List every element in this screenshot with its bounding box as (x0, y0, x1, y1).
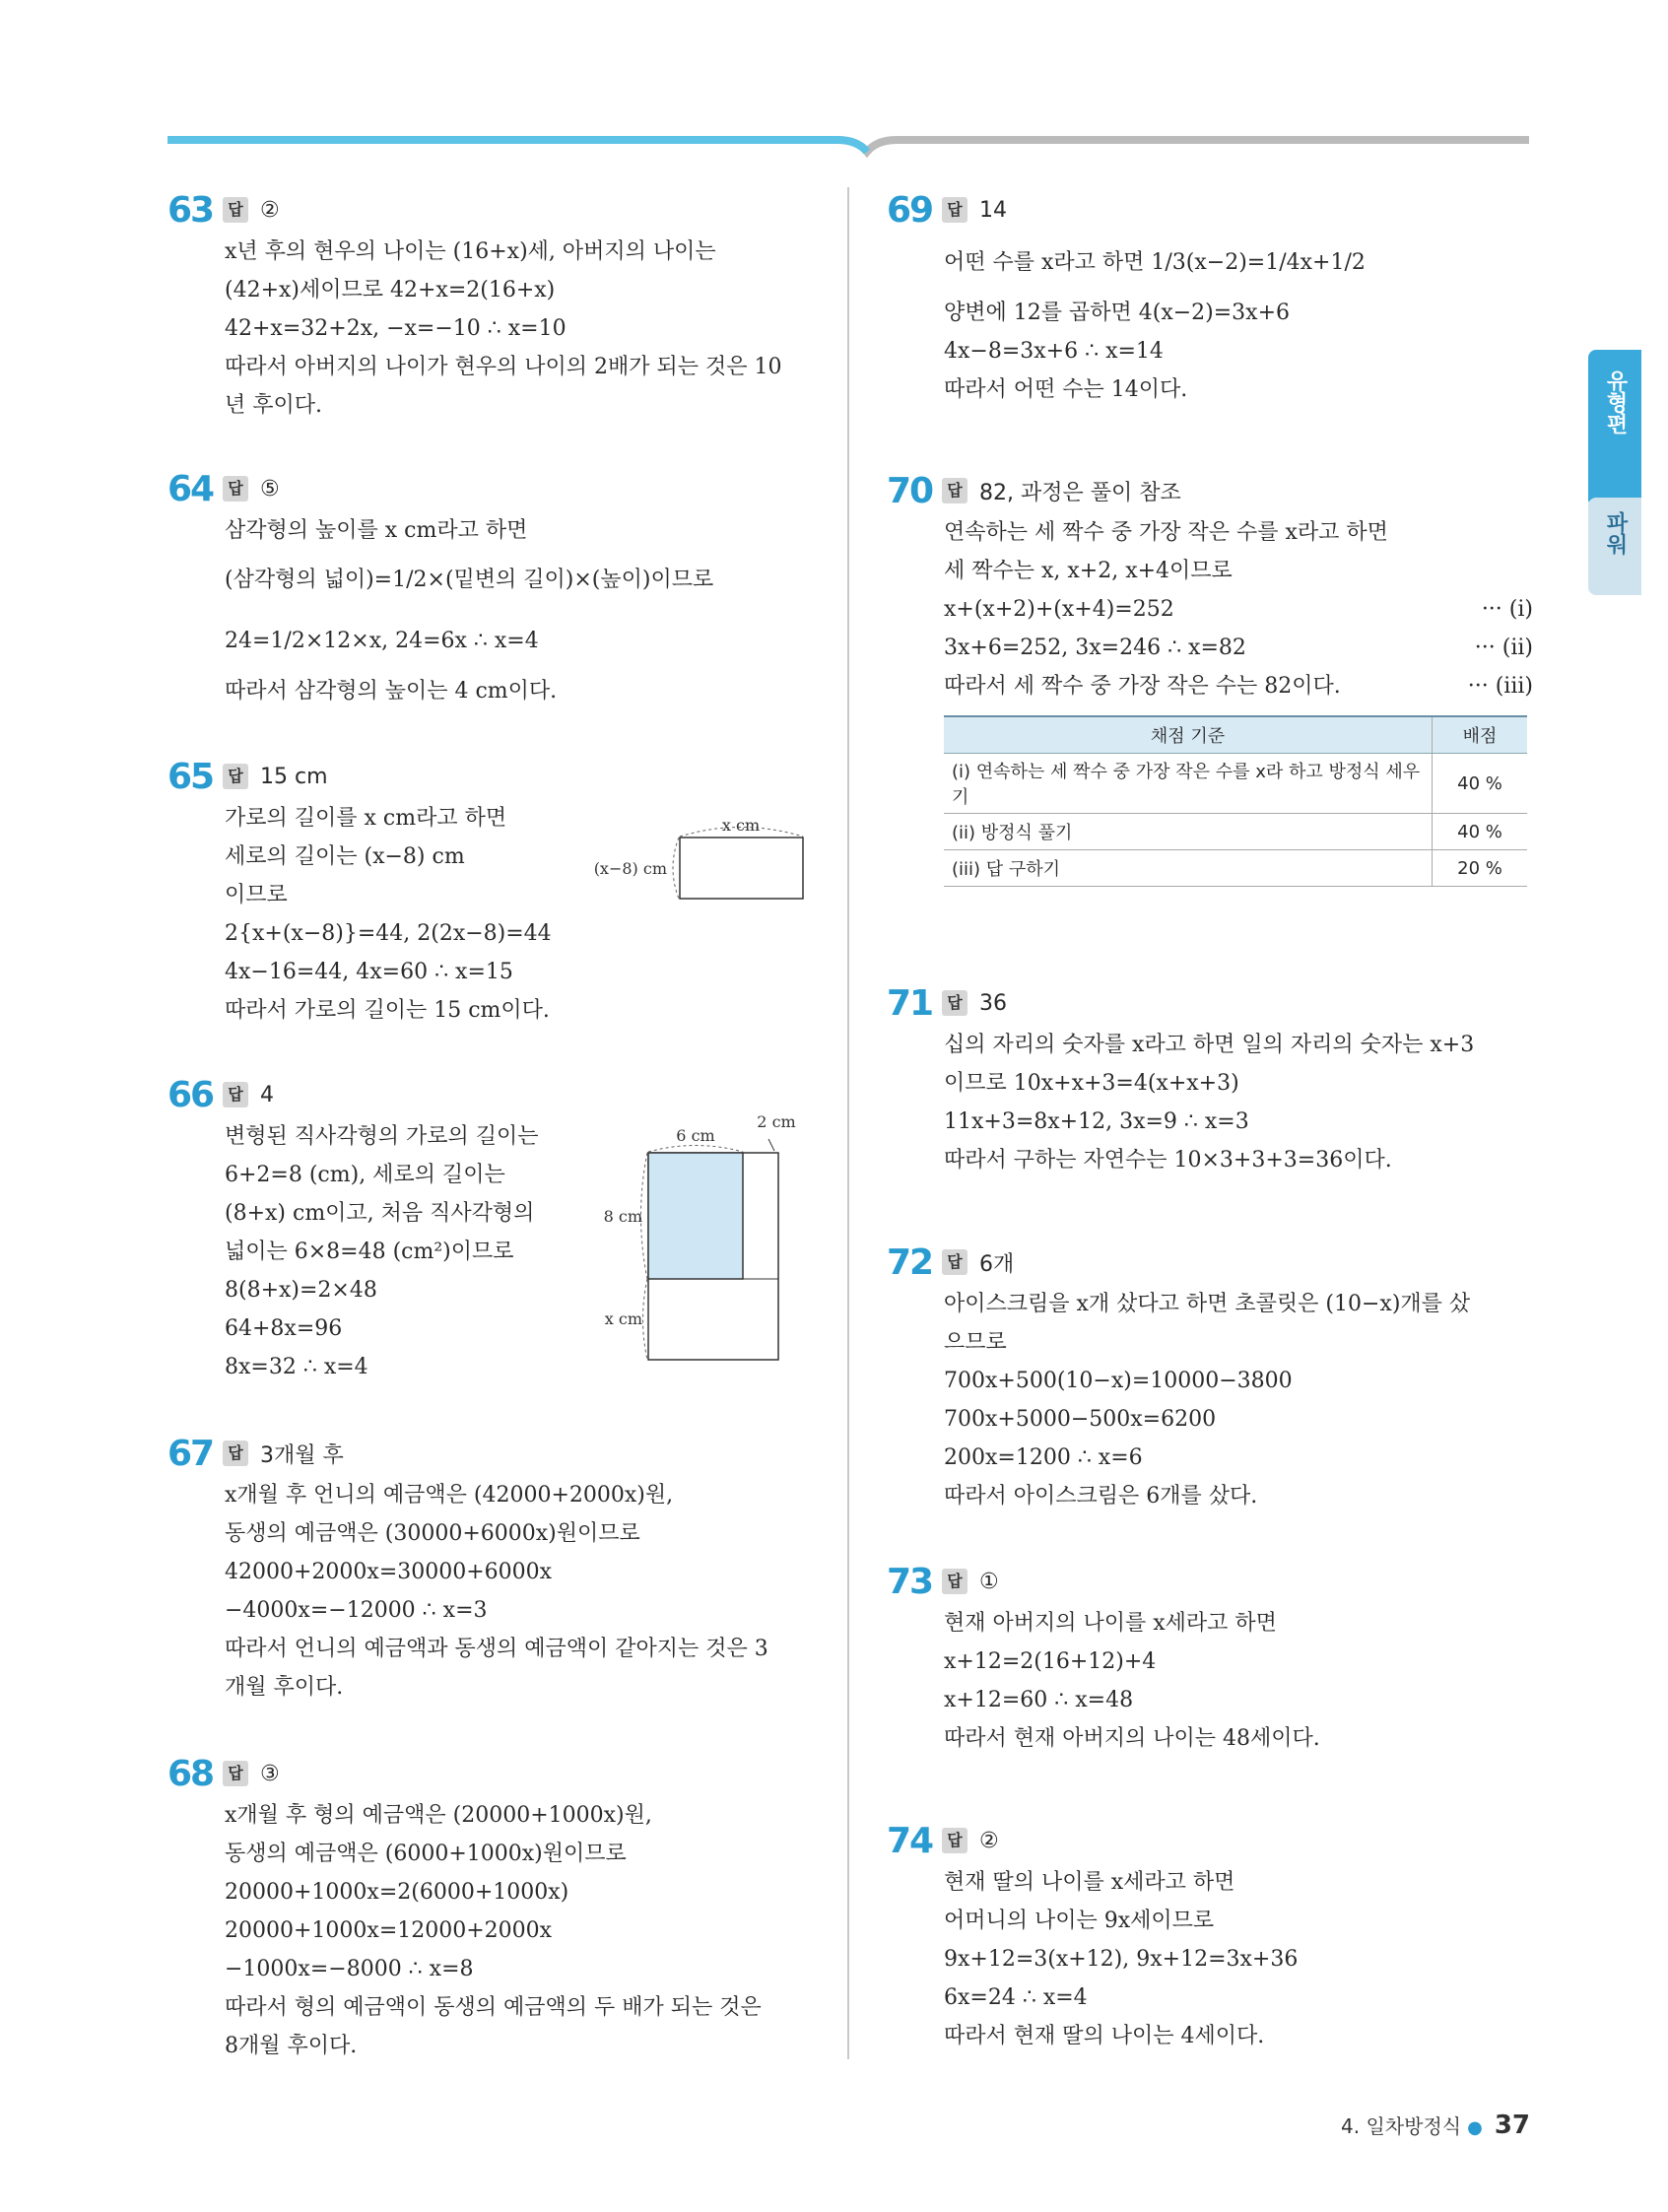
solution-line: 24=1/2×12×x, 24=6x ∴ x=4 (225, 629, 539, 653)
solution-line: x+12=60 ∴ x=48 (944, 1688, 1134, 1712)
problem-72 (887, 1240, 1537, 1515)
solution-line: 년 후이다. (225, 393, 322, 418)
solution-line: 8x=32 ∴ x=4 (225, 1355, 368, 1379)
original-rectangle (648, 1153, 743, 1279)
problem-number: 69 (887, 189, 933, 231)
answer: ⑤ (260, 476, 280, 502)
solution-line: x+12=2(16+12)+4 (944, 1649, 1157, 1674)
table-header: 배점 (1433, 716, 1528, 754)
answer-label: 답 (223, 197, 248, 223)
solution-line: 현재 아버지의 나이를 x세라고 하면 (944, 1611, 1277, 1636)
page-footer (1341, 2111, 1530, 2140)
problem-number: 73 (887, 1561, 933, 1602)
answer-label: 답 (942, 1569, 967, 1594)
step-mark: ··· (iii) (1467, 674, 1533, 699)
solution-line: x개월 후 언니의 예금액은 (42000+2000x)원, (225, 1483, 674, 1508)
rectangle-shape (680, 838, 803, 899)
solution-line: −1000x=−8000 ∴ x=8 (225, 1957, 474, 1981)
added-width-label: 2 cm (757, 1112, 796, 1131)
answer: 82, 과정은 풀이 참조 (979, 480, 1181, 505)
problem-73 (887, 1559, 1537, 1758)
step-mark: ··· (i) (1481, 597, 1533, 622)
solution-line: 따라서 구하는 자연수는 10×3+3+3=36이다. (944, 1148, 1392, 1173)
answer: ① (979, 1569, 999, 1594)
solution-line: 따라서 형의 예금액이 동생의 예금액의 두 배가 되는 것은 (225, 1995, 762, 2020)
solution-line: 700x+500(10−x)=10000−3800 (944, 1369, 1293, 1393)
solution-line: −4000x=−12000 ∴ x=3 (225, 1598, 488, 1623)
answer-label: 답 (223, 476, 248, 502)
solution-line: 따라서 아이스크림은 6개를 샀다. (944, 1484, 1258, 1508)
answer-label: 답 (942, 197, 967, 223)
answer: 14 (979, 197, 1007, 223)
height-label: (x−8) cm (593, 859, 667, 878)
side-tab-label: 유형편 (1603, 369, 1628, 435)
solution-line: 삼각형의 높이를 x cm라고 하면 (225, 518, 528, 543)
solution-line: 세로의 길이는 (x−8) cm (225, 844, 465, 869)
solution-line: (42+x)세이므로 42+x=2(16+x) (225, 278, 556, 302)
problem-68 (167, 1751, 818, 2065)
solution-line: 아이스크림을 x개 샀다고 하면 초콜릿은 (10−x)개를 샀 (944, 1292, 1471, 1316)
step-mark: ··· (ii) (1474, 636, 1533, 660)
answer-label: 답 (223, 1441, 248, 1466)
problem-63 (167, 187, 818, 425)
problem-71 (887, 980, 1537, 1179)
answer: 4 (260, 1082, 274, 1107)
solution-line: 따라서 현재 아버지의 나이는 48세이다. (944, 1726, 1320, 1751)
chapter-title: 4. 일차방정식 (1341, 2114, 1462, 2138)
solution-line: 십의 자리의 숫자를 x라고 하면 일의 자리의 숫자는 x+3 (944, 1033, 1475, 1057)
solution-line: 6+2=8 (cm), 세로의 길이는 (225, 1163, 505, 1187)
solution-line: 3x+6=252, 3x=246 ∴ x=82 (944, 636, 1246, 660)
solution-line: 따라서 언니의 예금액과 동생의 예금액이 같아지는 것은 3 (225, 1637, 768, 1661)
answer-label: 답 (223, 764, 248, 789)
column-divider (847, 187, 849, 2059)
top-header-bar (167, 136, 1529, 154)
problem-number: 74 (887, 1820, 933, 1861)
width-label: x cm (721, 816, 761, 835)
solution-line: 따라서 삼각형의 높이는 4 cm이다. (225, 679, 558, 704)
problem-number: 65 (167, 756, 214, 797)
solution-line: 개월 후이다. (225, 1675, 344, 1700)
answer-label: 답 (942, 1249, 967, 1275)
solution-line: 어떤 수를 x라고 하면 1/3(x−2)=1/4x+1/2 (944, 250, 1366, 275)
problem-number: 67 (167, 1433, 214, 1474)
solution-line: 2{x+(x−8)}=44, 2(2x−8)=44 (225, 921, 552, 946)
solution-line: 700x+5000−500x=6200 (944, 1407, 1217, 1432)
height-label: 8 cm (603, 1207, 642, 1226)
answer-label: 답 (223, 1082, 248, 1107)
rectangle-figure (576, 813, 818, 911)
problem-66 (167, 1072, 818, 1386)
solution-line: 이므로 (225, 883, 288, 907)
bullet-icon: ● (1467, 2117, 1483, 2138)
answer: ② (979, 1828, 999, 1853)
solution-line: 4x−16=44, 4x=60 ∴ x=15 (225, 960, 513, 984)
solution-line: 8(8+x)=2×48 (225, 1278, 377, 1303)
solution-line: 으므로 (944, 1330, 1007, 1355)
answer-label: 답 (942, 1828, 967, 1853)
solution-line: 42+x=32+2x, −x=−10 ∴ x=10 (225, 316, 567, 341)
answer: ③ (260, 1761, 280, 1786)
problem-64 (167, 466, 818, 710)
answer: 15 cm (260, 764, 328, 789)
answer-label: 답 (942, 478, 967, 503)
solution-line: 양변에 12를 곱하면 4(x−2)=3x+6 (944, 301, 1291, 325)
answer: 3개월 후 (260, 1442, 344, 1468)
solution-line: 넓이는 6×8=48 (cm²)이므로 (225, 1240, 514, 1264)
page-number: 37 (1494, 2111, 1530, 2140)
answer-label: 답 (223, 1761, 248, 1786)
solution-line: 20000+1000x=12000+2000x (225, 1918, 553, 1943)
solution-line: (삼각형의 넓이)=1/2×(밑변의 길이)×(높이)이므로 (225, 568, 714, 592)
answer: 6개 (979, 1251, 1015, 1277)
side-tab-label: 파워 (1603, 511, 1628, 555)
problem-70 (887, 468, 1537, 887)
problem-69 (887, 187, 1537, 409)
solution-line: 세 짝수는 x, x+2, x+4이므로 (944, 559, 1233, 583)
solution-line: x개월 후 형의 예금액은 (20000+1000x)원, (225, 1803, 652, 1828)
table-row: (ii) 방정식 풀기 40 % (944, 814, 1527, 850)
table-row: (iii) 답 구하기 20 % (944, 850, 1527, 887)
solution-line: 따라서 어떤 수는 14이다. (944, 377, 1188, 402)
problem-67 (167, 1431, 818, 1707)
problem-74 (887, 1818, 1537, 2055)
x-label: x cm (604, 1309, 642, 1328)
solution-line: 따라서 현재 딸의 나이는 4세이다. (944, 2024, 1265, 2048)
solution-line: 따라서 아버지의 나이가 현우의 나이의 2배가 되는 것은 10 (225, 355, 782, 379)
problem-number: 71 (887, 982, 933, 1024)
table-row: (i) 연속하는 세 짝수 중 가장 작은 수를 x라 하고 방정식 세우기 40 % (944, 754, 1527, 814)
solution-line: 변형된 직사각형의 가로의 길이는 (225, 1124, 539, 1149)
solution-line: 연속하는 세 짝수 중 가장 작은 수를 x라고 하면 (944, 520, 1388, 545)
solution-line: 8개월 후이다. (225, 2034, 358, 2058)
solution-line: 9x+12=3(x+12), 9x+12=3x+36 (944, 1947, 1299, 1972)
rectangle-area-figure (603, 1111, 818, 1348)
solution-line: 20000+1000x=2(6000+1000x) (225, 1880, 569, 1905)
solution-line: 11x+3=8x+12, 3x=9 ∴ x=3 (944, 1109, 1249, 1134)
solution-line: 가로의 길이를 x cm라고 하면 (225, 806, 507, 831)
solution-line: 어머니의 나이는 9x세이므로 (944, 1909, 1215, 1933)
table-header: 채점 기준 (944, 716, 1433, 754)
problem-65 (167, 754, 818, 1030)
width-label: 6 cm (676, 1126, 715, 1145)
solution-line: 따라서 세 짝수 중 가장 작은 수는 82이다. (944, 674, 1341, 699)
problem-number: 66 (167, 1074, 214, 1115)
solution-line: 동생의 예금액은 (6000+1000x)원이므로 (225, 1842, 627, 1866)
solution-line: 이므로 10x+x+3=4(x+x+3) (944, 1071, 1239, 1096)
solution-line: 현재 딸의 나이를 x세라고 하면 (944, 1870, 1235, 1895)
problem-number: 64 (167, 468, 214, 509)
solution-line: 4x−8=3x+6 ∴ x=14 (944, 339, 1164, 364)
answer-label: 답 (942, 990, 967, 1016)
solution-line: 42000+2000x=30000+6000x (225, 1560, 553, 1584)
side-tab-type[interactable] (1588, 350, 1641, 507)
problem-number: 72 (887, 1241, 933, 1283)
solution-line: 200x=1200 ∴ x=6 (944, 1445, 1143, 1470)
scoring-table (944, 715, 1527, 887)
solution-line: 64+8x=96 (225, 1316, 343, 1341)
problem-number: 63 (167, 189, 214, 231)
problem-number: 70 (887, 470, 933, 511)
solution-line: 따라서 가로의 길이는 15 cm이다. (225, 998, 550, 1023)
answer: ② (260, 197, 280, 223)
solution-line: x년 후의 현우의 나이는 (16+x)세, 아버지의 나이는 (225, 239, 716, 264)
problem-number: 68 (167, 1753, 214, 1794)
answer: 36 (979, 990, 1007, 1016)
solution-line: (8+x) cm이고, 처음 직사각형의 (225, 1201, 535, 1226)
solution-line: 동생의 예금액은 (30000+6000x)원이므로 (225, 1521, 640, 1546)
solution-line: 6x=24 ∴ x=4 (944, 1985, 1088, 2010)
solution-line: x+(x+2)+(x+4)=252 (944, 597, 1174, 622)
side-tab-power[interactable] (1588, 498, 1641, 595)
